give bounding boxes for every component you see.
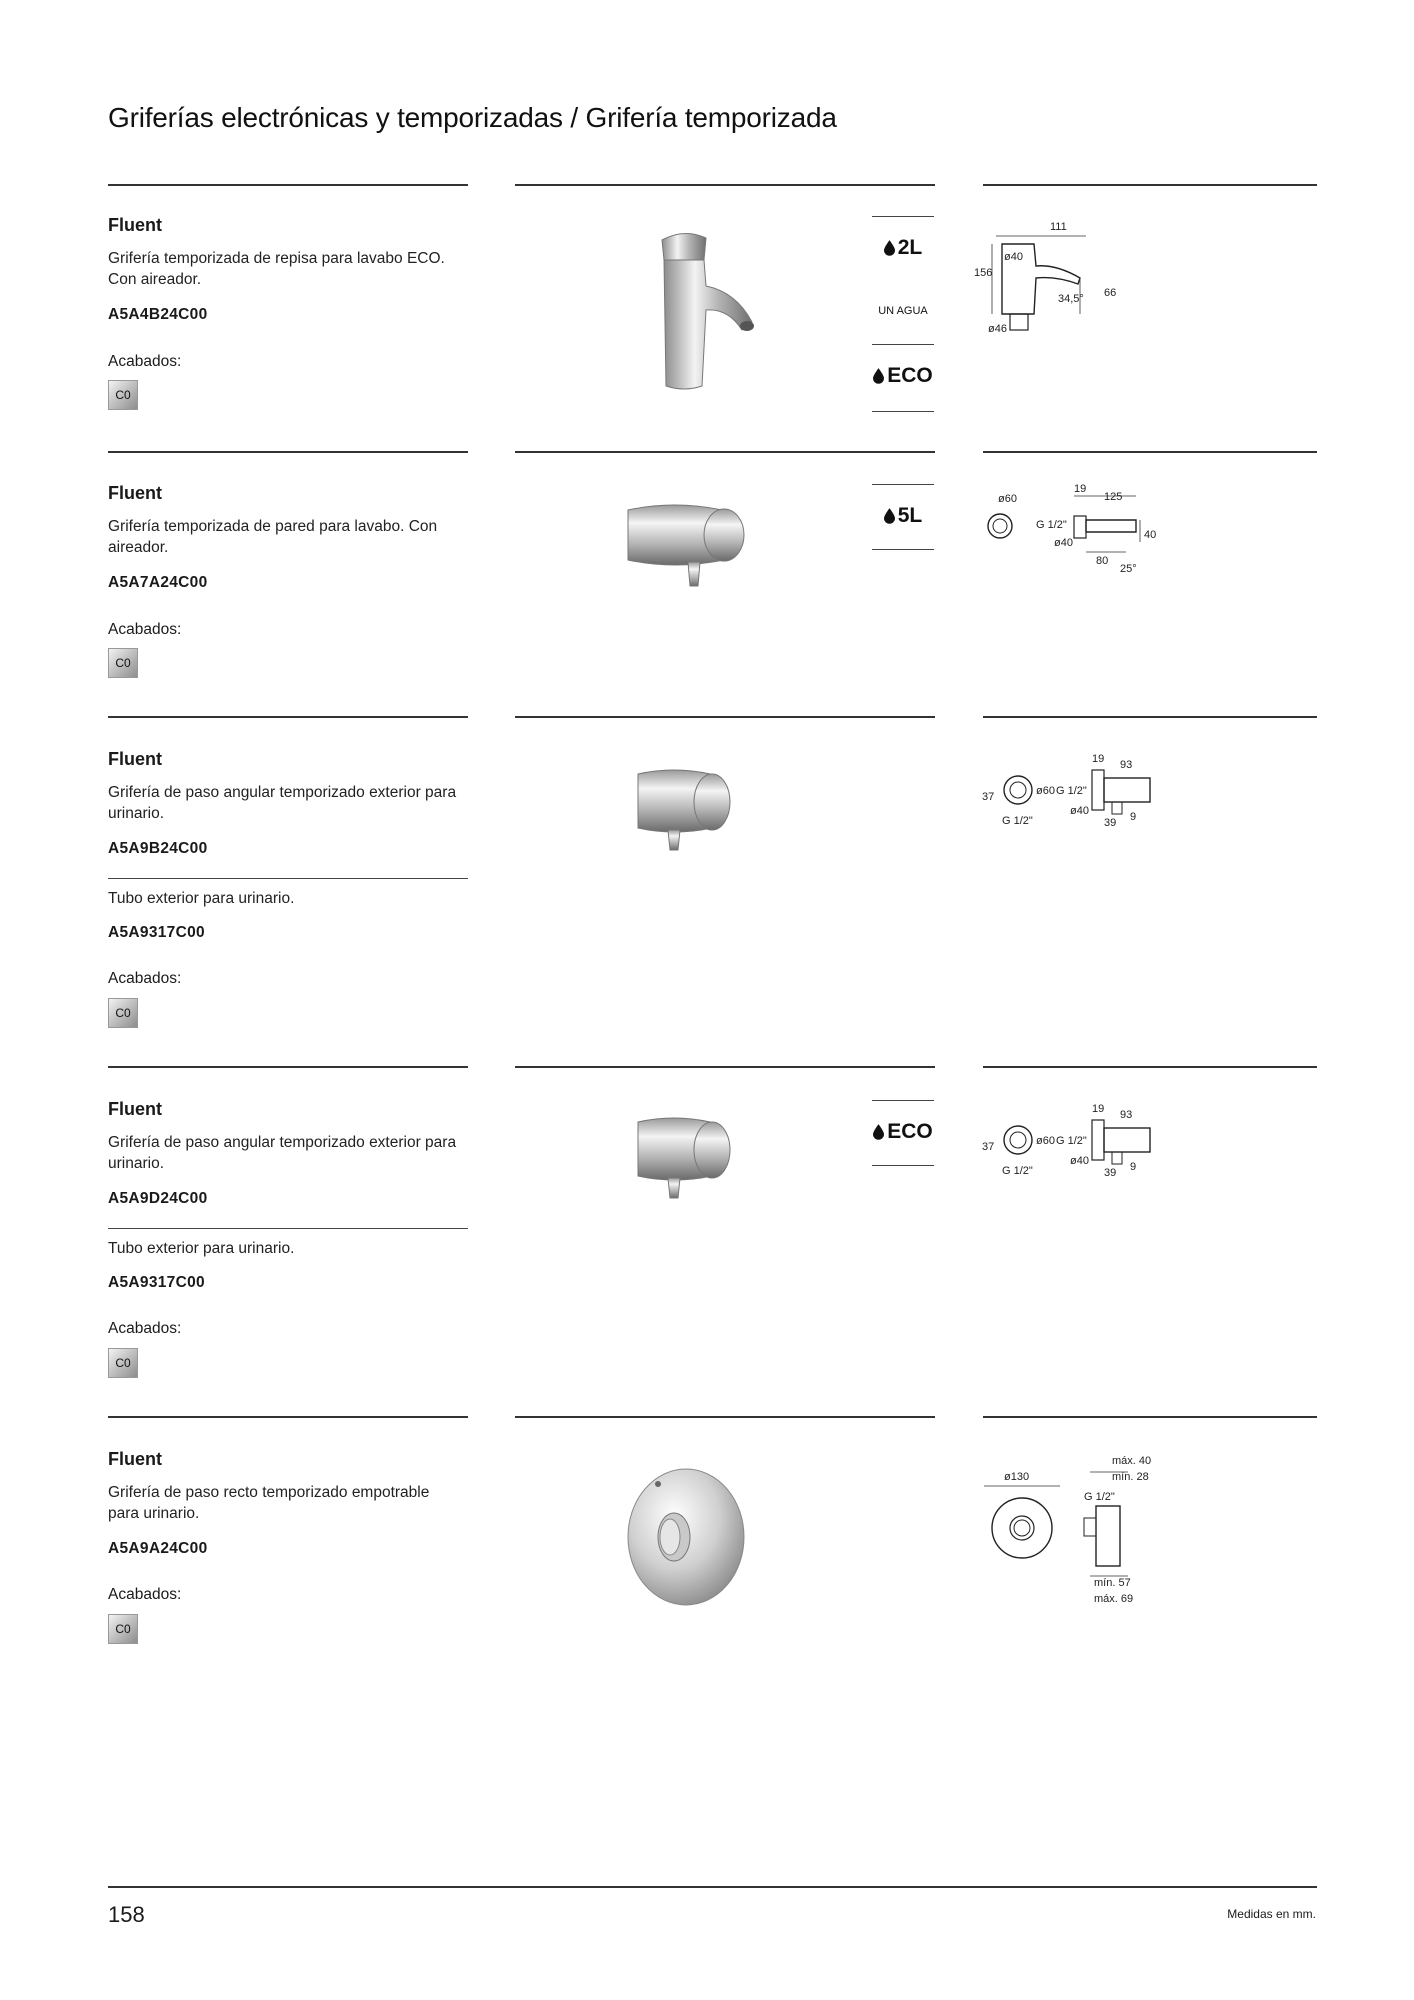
accessory-description: Tubo exterior para urinario. xyxy=(108,1240,295,1257)
dimension-label: máx. 40 xyxy=(1112,1455,1152,1467)
item-divider xyxy=(108,1228,468,1229)
dimension-label: ø40 xyxy=(1054,537,1073,549)
badge-divider xyxy=(872,1100,934,1101)
dimension-label: 66 xyxy=(1104,287,1117,299)
eco-badge xyxy=(872,364,934,388)
water-flow-badge xyxy=(872,504,934,528)
product-series: Fluent xyxy=(108,1449,162,1469)
finishes-label: Acabados: xyxy=(108,621,182,638)
dimension-label: ø60 xyxy=(998,493,1017,505)
badge-column xyxy=(872,484,934,552)
wall-tap-icon xyxy=(624,500,750,594)
dimension-label: 80 xyxy=(1096,555,1109,567)
section-divider xyxy=(983,1066,1317,1068)
product-code: A5A7A24C00 xyxy=(108,574,208,591)
page-number: 158 xyxy=(108,1902,145,1927)
concealed-valve-icon xyxy=(624,1466,748,1608)
water-drop-icon xyxy=(873,368,884,383)
section-divider xyxy=(983,716,1317,718)
dimension-label: 111 xyxy=(1050,221,1067,233)
dimension-label: ø130 xyxy=(1004,1471,1030,1483)
single-water-badge: UN AGUA xyxy=(878,305,928,317)
product-code: A5A9D24C00 xyxy=(108,1190,208,1207)
product-series: Fluent xyxy=(108,483,162,503)
page-title: Griferías electrónicas y temporizadas / Grifería temporizada xyxy=(108,102,837,133)
finish-swatch-chrome[interactable]: C0 xyxy=(108,1348,138,1378)
badge-text: ECO xyxy=(887,1120,933,1143)
dimension-label: 39 xyxy=(1104,1167,1117,1179)
finishes-label: Acabados: xyxy=(108,353,182,370)
water-flow-badge xyxy=(872,236,934,260)
badge-text: 5L xyxy=(897,504,923,527)
badge-column xyxy=(872,216,934,412)
badge-column xyxy=(872,1100,934,1168)
section-divider xyxy=(515,1066,935,1068)
angle-valve-icon xyxy=(634,1114,738,1202)
section-divider xyxy=(515,716,935,718)
dimension-label: ø60 xyxy=(1036,1135,1055,1147)
water-drop-icon xyxy=(884,508,895,523)
item-divider xyxy=(108,878,468,879)
finish-swatch-chrome[interactable]: C0 xyxy=(108,1614,138,1644)
product-series: Fluent xyxy=(108,215,162,235)
finishes-label: Acabados: xyxy=(108,970,182,987)
dimension-label: ø40 xyxy=(1070,805,1089,817)
product-series: Fluent xyxy=(108,1099,162,1119)
badge-divider xyxy=(872,344,934,345)
product-description: Grifería de paso angular temporizado exterior para urinario. xyxy=(108,1134,457,1172)
dimension-label: 40 xyxy=(1144,529,1157,541)
accessory-code: A5A9317C00 xyxy=(108,924,205,941)
dimension-label: mín. 57 xyxy=(1094,1577,1131,1589)
basin-tap-icon xyxy=(640,226,760,394)
dimension-label: G 1/2" xyxy=(1002,815,1033,827)
badge-divider xyxy=(872,549,934,550)
section-divider xyxy=(108,451,468,453)
dimension-label: ø46 xyxy=(988,323,1007,335)
badge-text: ECO xyxy=(887,364,933,387)
dimension-label: 37 xyxy=(982,1141,995,1153)
technical-drawing xyxy=(980,480,1180,576)
technical-drawing xyxy=(974,214,1130,344)
technical-drawing xyxy=(980,1098,1180,1184)
footer-rule xyxy=(108,1886,1317,1888)
dimension-label: G 1/2" xyxy=(1036,519,1067,531)
water-drop-icon xyxy=(873,1124,884,1139)
dimension-label: 19 xyxy=(1074,483,1087,495)
dimension-label: 93 xyxy=(1120,759,1133,771)
footer-note: Medidas en mm. xyxy=(1227,1907,1316,1921)
dimension-label: 39 xyxy=(1104,817,1117,829)
product-description: Grifería temporizada de repisa para lavabo ECO. Con aireador. xyxy=(108,250,445,288)
dimension-label: máx. 69 xyxy=(1094,1593,1134,1605)
dimension-label: 9 xyxy=(1130,1161,1137,1173)
section-divider xyxy=(108,1066,468,1068)
dimension-label: 19 xyxy=(1092,1103,1105,1115)
section-divider xyxy=(515,1416,935,1418)
badge-divider xyxy=(872,1165,934,1166)
finishes-label: Acabados: xyxy=(108,1320,182,1337)
dimension-label: 25° xyxy=(1120,563,1137,575)
finish-swatch-chrome[interactable]: C0 xyxy=(108,648,138,678)
dimension-label: ø60 xyxy=(1036,785,1055,797)
dimension-label: 19 xyxy=(1092,753,1105,765)
dimension-label: 9 xyxy=(1130,811,1137,823)
badge-divider xyxy=(872,484,934,485)
accessory-code: A5A9317C00 xyxy=(108,1274,205,1291)
dimension-label: G 1/2" xyxy=(1056,785,1087,797)
badge-text: 2L xyxy=(897,236,923,259)
angle-valve-icon xyxy=(634,766,738,854)
finish-swatch-chrome[interactable]: C0 xyxy=(108,380,138,410)
dimension-label: ø40 xyxy=(1070,1155,1089,1167)
section-divider xyxy=(983,1416,1317,1418)
section-divider xyxy=(983,451,1317,453)
product-description: Grifería temporizada de pared para lavabo. Con aireador. xyxy=(108,518,438,556)
dimension-label: mín. 28 xyxy=(1112,1471,1149,1483)
finish-swatch-chrome[interactable]: C0 xyxy=(108,998,138,1028)
dimension-label: 34,5° xyxy=(1058,293,1084,305)
section-divider xyxy=(983,184,1317,186)
water-drop-icon xyxy=(884,240,895,255)
badge-divider xyxy=(872,216,934,217)
dimension-label: 37 xyxy=(982,791,995,803)
dimension-label: G 1/2" xyxy=(1002,1165,1033,1177)
product-series: Fluent xyxy=(108,749,162,769)
product-description: Grifería de paso recto temporizado empotrable para urinario. xyxy=(108,1484,430,1522)
accessory-description: Tubo exterior para urinario. xyxy=(108,890,295,907)
product-description: Grifería de paso angular temporizado exterior para urinario. xyxy=(108,784,457,822)
product-code: A5A9A24C00 xyxy=(108,1540,208,1557)
dimension-label: 93 xyxy=(1120,1109,1133,1121)
product-code: A5A9B24C00 xyxy=(108,840,208,857)
dimension-label: ø40 xyxy=(1004,251,1023,263)
section-divider xyxy=(108,716,468,718)
section-divider xyxy=(108,184,468,186)
dimension-label: 125 xyxy=(1104,491,1123,503)
section-divider xyxy=(515,184,935,186)
dimension-label: G 1/2" xyxy=(1084,1491,1115,1503)
finishes-label: Acabados: xyxy=(108,1586,182,1603)
eco-badge xyxy=(872,1120,934,1144)
badge-divider xyxy=(872,411,934,412)
technical-drawing xyxy=(980,748,1180,834)
section-divider xyxy=(515,451,935,453)
dimension-label: 156 xyxy=(974,267,993,279)
dimension-label: G 1/2" xyxy=(1056,1135,1087,1147)
technical-drawing xyxy=(980,1446,1180,1606)
product-code: A5A4B24C00 xyxy=(108,306,208,323)
section-divider xyxy=(108,1416,468,1418)
